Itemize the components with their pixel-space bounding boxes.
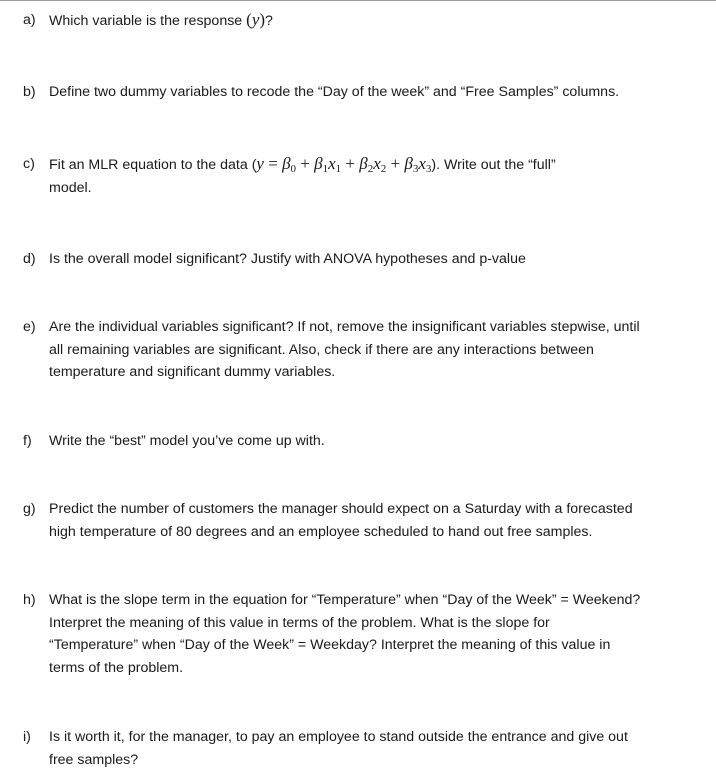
question-text: Write the “best” model you’ve come up with. xyxy=(49,433,325,449)
question-label: c) xyxy=(23,156,35,172)
question-text: Is it worth it, for the manager, to pay an employee to stand outside the entrance and give out free samples? xyxy=(49,729,628,768)
question-label: f) xyxy=(23,433,32,449)
question-text: Fit an MLR equation to the data $(y = \beta_0 + \beta_1x_1 + \beta_2x_2 + \beta_3x_3)$. Write out the “full” model. xyxy=(49,154,556,196)
question-text: Define two dummy variables to recode the “Day of the week” and “Free Samples” columns. xyxy=(49,84,620,100)
mlr-equation: $y = \beta_0 + \beta_1x_1 + \beta_2x_2 + \beta_3x_3$ xyxy=(256,154,432,175)
question-text: Predict the number of customers the manager should expect on a Saturday with a forecasted high temperature of 80 degrees and an employee scheduled to hand out free samples. xyxy=(49,501,633,540)
question-label: d) xyxy=(23,251,36,267)
question-label: b) xyxy=(23,84,36,100)
question-text: Is the overall model significant? Justify with ANOVA hypotheses and p-value xyxy=(49,251,526,267)
response-variable-math: (y) xyxy=(246,10,266,29)
top-border-line xyxy=(0,0,716,1)
question-text: What is the slope term in the equation for “Temperature” when “Day of the Week” = Weekend? Interpret the meaning of this value in terms of the problem. What is the slope for “Temperature” when “Day of the Week” = Weekday? Interpret the meaning of this value in terms of the problem. xyxy=(49,592,641,676)
question-label: g) xyxy=(23,501,36,517)
question-text: Which variable is the response (y)? xyxy=(49,10,273,29)
question-label: e) xyxy=(23,319,36,335)
question-label: a) xyxy=(23,12,36,28)
question-label: h) xyxy=(23,592,36,608)
question-text: Are the individual variables significant? If not, remove the insignificant variables stepwise, until all remaining variables are significant. Also, check if there are any interactions between temperature and significant dummy variables. xyxy=(49,319,640,380)
question-label: i) xyxy=(23,729,31,745)
